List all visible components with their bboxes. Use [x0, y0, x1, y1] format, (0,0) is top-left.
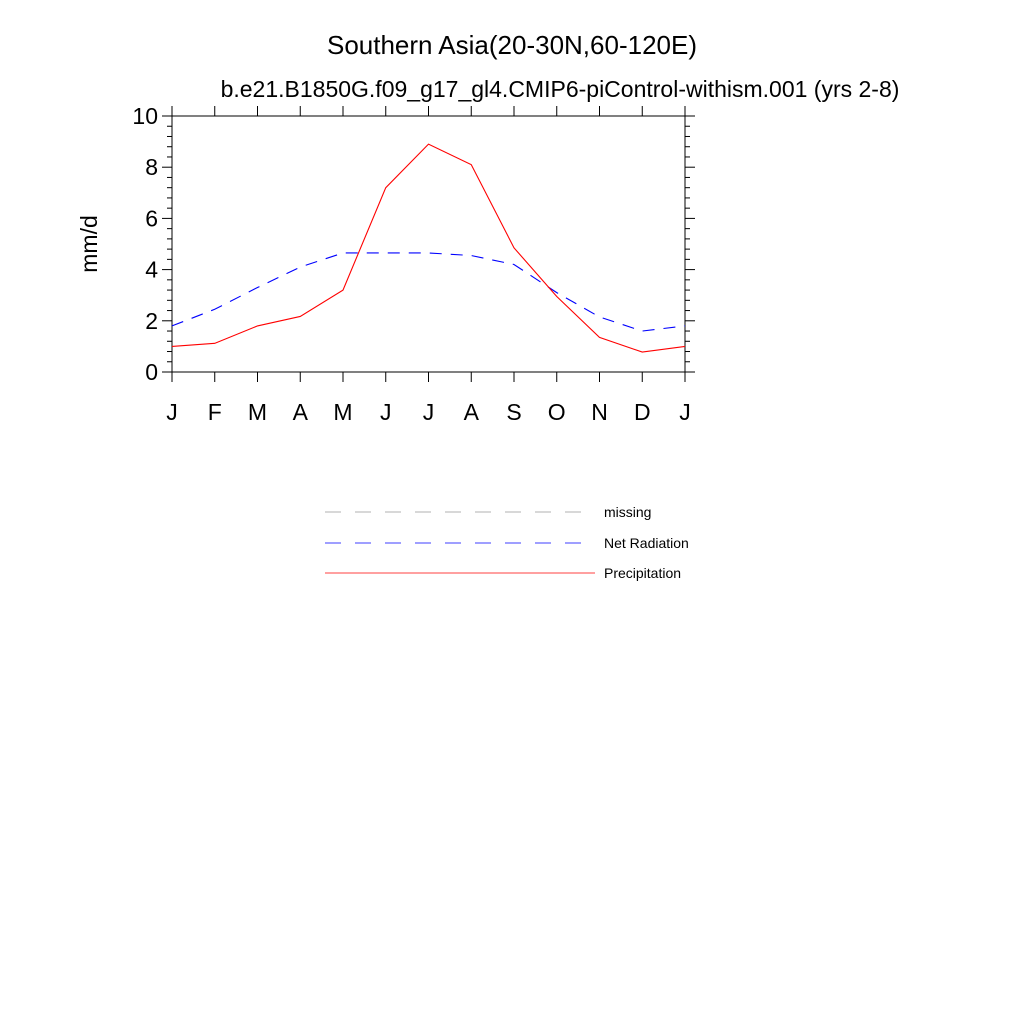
x-tick-label: D [633, 399, 651, 425]
y-tick-label: 0 [145, 359, 158, 385]
x-tick-label: J [679, 399, 691, 425]
y-tick-label: 2 [145, 307, 158, 334]
x-tick-label: N [591, 399, 608, 425]
y-tick-label: 6 [145, 205, 158, 232]
chart-subtitle: b.e21.B1850G.f09_g17_gl4.CMIP6-piControl-withism.001 (yrs 2-8) [220, 76, 900, 102]
x-tick-label: A [292, 399, 308, 425]
y-tick-label: 4 [145, 256, 158, 283]
x-tick-label: M [333, 399, 353, 425]
legend-label: Precipitation [604, 565, 682, 581]
legend [325, 504, 689, 581]
chart-title: Southern Asia(20-30N,60-120E) [326, 30, 698, 60]
ticks-layer [132, 103, 695, 425]
x-tick-label: A [463, 399, 479, 425]
series-line-precipitation [172, 144, 685, 352]
x-tick-label: M [247, 399, 268, 425]
x-tick-label: O [547, 399, 566, 425]
y-tick-label: 10 [132, 103, 158, 129]
x-tick-label: J [166, 399, 178, 425]
legend-label: missing [604, 504, 652, 520]
x-tick-label: S [506, 399, 522, 425]
series-layer [172, 144, 685, 352]
legend-label: Net Radiation [604, 535, 689, 551]
y-tick-label: 8 [145, 154, 158, 181]
series-line-net-radiation [172, 253, 685, 331]
y-axis-label: mm/d [76, 215, 102, 273]
x-tick-label: F [207, 399, 222, 425]
x-tick-label: J [380, 399, 392, 425]
plot-frame [172, 116, 685, 372]
x-tick-label: J [422, 399, 435, 425]
